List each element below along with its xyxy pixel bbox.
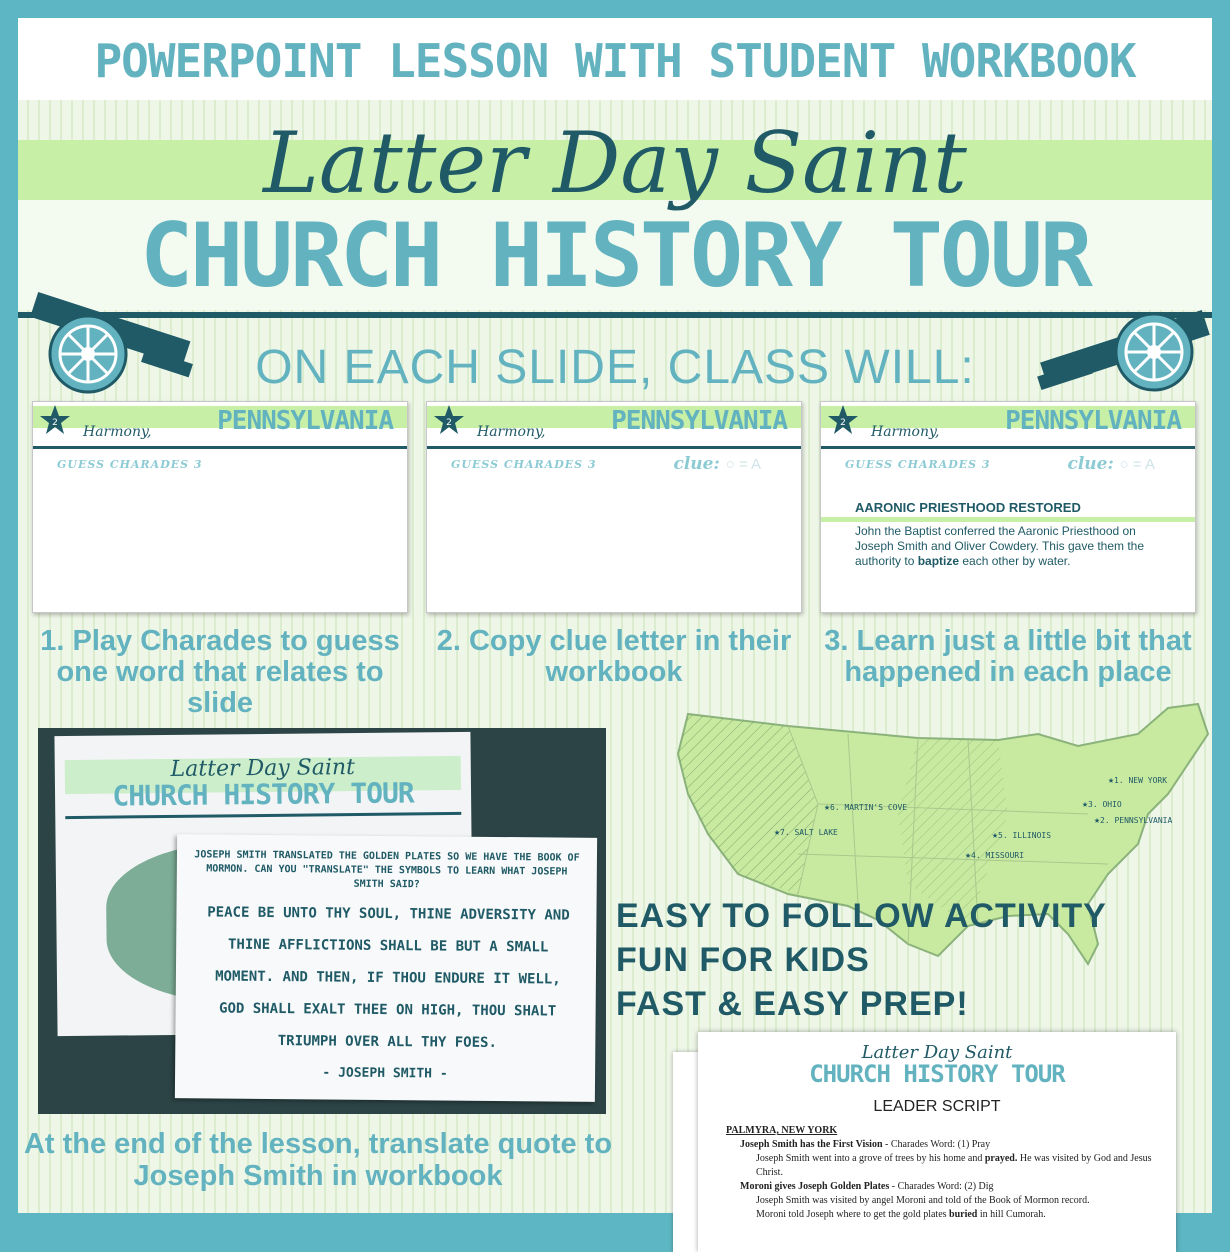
item-text-part: Joseph Smith went into a grove of trees by his home and	[756, 1153, 985, 1164]
poster-frame	[18, 18, 1212, 1220]
slide-clue-value: ○ = A	[725, 456, 761, 473]
cannon-right-icon	[1036, 310, 1212, 400]
slide-divider	[821, 446, 1195, 449]
workbook-quote-page	[175, 834, 597, 1102]
map-label-pennsylvania: ★ 2. PENNSYLVANIA	[1094, 815, 1172, 826]
slide-preview-2	[426, 401, 802, 613]
leader-script-item	[726, 1138, 1166, 1152]
cover-divider	[65, 812, 461, 819]
slide-clue	[1067, 454, 1155, 474]
feature-item: FUN FOR KIDS	[616, 941, 870, 979]
slide-state: PENNSYLVANIA	[217, 406, 393, 436]
feature-list	[616, 894, 1176, 1026]
slide-state: PENNSYLVANIA	[1005, 406, 1181, 436]
item-heading: Joseph Smith has the First Vision	[740, 1139, 883, 1150]
fact-text-part: John the Baptist conferred the Aaronic Priesthood on Joseph Smith and Oliver Cowdery. This gave them the authority to	[855, 524, 1145, 568]
slide-town: Harmony,	[871, 424, 940, 440]
item-text-part: in hill Cumorah.	[977, 1209, 1046, 1220]
slide-fact-title: AARONIC PRIESTHOOD RESTORED	[855, 500, 1081, 515]
fact-text-part: each other by water.	[959, 554, 1071, 568]
star-icon	[433, 404, 465, 436]
quote-text: PEACE BE UNTO THY SOUL, THINE ADVERSITY AND THINE AFFLICTIONS SHALL BE BUT A SMALL MOMENT. AND THEN, IF THOU ENDURE IT WELL, GOD SHALL EXALT THEE ON HIGH, THOU SHALT TRIUMPH OVER ALL THY FOES.	[207, 904, 570, 1051]
leader-script-body	[726, 1124, 1166, 1222]
slide-town: Harmony,	[477, 424, 546, 440]
slide-number: 2	[446, 418, 452, 428]
workbook-photo	[38, 728, 606, 1114]
cover-title: CHURCH HISTORY TOUR	[112, 776, 414, 813]
slide-number: 2	[52, 418, 58, 428]
section-title: ON EACH SLIDE, CLASS WILL:	[255, 341, 975, 394]
slide-town: Harmony,	[83, 424, 152, 440]
top-title: POWERPOINT LESSON WITH STUDENT WORKBOOK	[94, 34, 1136, 88]
slide-divider	[427, 446, 801, 449]
star-icon	[39, 404, 71, 436]
feature-item: EASY TO FOLLOW ACTIVITY	[616, 897, 1107, 935]
leader-script-script-title: Latter Day Saint	[861, 1042, 1013, 1063]
main-title: CHURCH HISTORY TOUR	[140, 204, 1090, 307]
slide-clue-label: clue:	[1067, 454, 1114, 474]
slide-divider	[33, 446, 407, 449]
leader-script-item	[726, 1180, 1166, 1194]
map-label-salt-lake: ★ 7. SALT LAKE	[774, 827, 838, 838]
leader-script-item-text	[726, 1208, 1166, 1222]
feature-item: FAST & EASY PREP!	[616, 985, 969, 1023]
title-divider	[18, 312, 1212, 318]
slide-clue	[673, 454, 761, 474]
slide-preview-3	[820, 401, 1196, 613]
map-label-new-york: ★ 1. NEW YORK	[1108, 775, 1167, 786]
caption-3: 3. Learn just a little bit that happened in each place	[824, 625, 1192, 688]
slide-state: PENNSYLVANIA	[611, 406, 787, 436]
item-text-bold: prayed.	[984, 1153, 1018, 1164]
leader-script-title: CHURCH HISTORY TOUR	[809, 1060, 1065, 1088]
script-title: Latter Day Saint	[263, 114, 967, 212]
map-label-ohio: ★ 3. OHIO	[1082, 799, 1122, 810]
slide-fact-band	[821, 517, 1195, 522]
map-label-martins-cove: ★ 6. MARTIN'S COVE	[824, 802, 907, 813]
item-text-bold: buried	[949, 1209, 978, 1220]
slide-guess-label: GUESS CHARADES 3	[845, 458, 991, 471]
leader-script-location: PALMYRA, NEW YORK	[726, 1125, 838, 1136]
slide-clue-label: clue:	[673, 454, 720, 474]
cannon-left-icon	[22, 310, 194, 400]
item-text-part: Moroni told Joseph where to get the gold plates	[756, 1209, 950, 1220]
item-charades-word: - Charades Word: (1) Pray	[882, 1139, 991, 1150]
item-heading: Moroni gives Joseph Golden Plates	[740, 1181, 890, 1192]
caption-1: 1. Play Charades to guess one word that relates to slide	[40, 625, 400, 719]
cover-script-title: Latter Day Saint	[170, 755, 356, 782]
slide-fact-text	[855, 524, 1175, 569]
photo-caption: At the end of the lesson, translate quote to Joseph Smith in workbook	[23, 1128, 613, 1192]
leader-script-page	[698, 1032, 1176, 1252]
star-icon	[827, 404, 859, 436]
caption-2: 2. Copy clue letter in their workbook	[436, 625, 792, 688]
leader-script-item-text	[726, 1152, 1166, 1180]
slide-number: 2	[840, 418, 846, 428]
map-label-missouri: ★ 4. MISSOURI	[965, 850, 1024, 861]
quote-author: - JOSEPH SMITH -	[322, 1065, 448, 1082]
leader-script-subtitle: LEADER SCRIPT	[873, 1098, 1001, 1115]
map-label-illinois: ★ 5. ILLINOIS	[992, 830, 1051, 841]
item-charades-word: - Charades Word: (2) Dig	[889, 1181, 994, 1192]
leader-script-item-text: Joseph Smith was visited by angel Moroni and told of the Book of Mormon record.	[756, 1195, 1090, 1206]
slide-guess-label: GUESS CHARADES 3	[451, 458, 597, 471]
fact-text-bold: baptize	[917, 554, 960, 568]
slide-preview-1	[32, 401, 408, 613]
item-text-part: He was visited by God and Jesus Christ.	[756, 1153, 1152, 1178]
slide-clue-value: ○ = A	[1119, 456, 1155, 473]
slide-guess-label: GUESS CHARADES 3	[57, 458, 203, 471]
quote-instructions: JOSEPH SMITH TRANSLATED THE GOLDEN PLATES SO WE HAVE THE BOOK OF MORMON. CAN YOU "TRANSLATE" THE SYMBOLS TO LEARN WHAT JOSEPH SMITH SAID?	[194, 849, 580, 891]
